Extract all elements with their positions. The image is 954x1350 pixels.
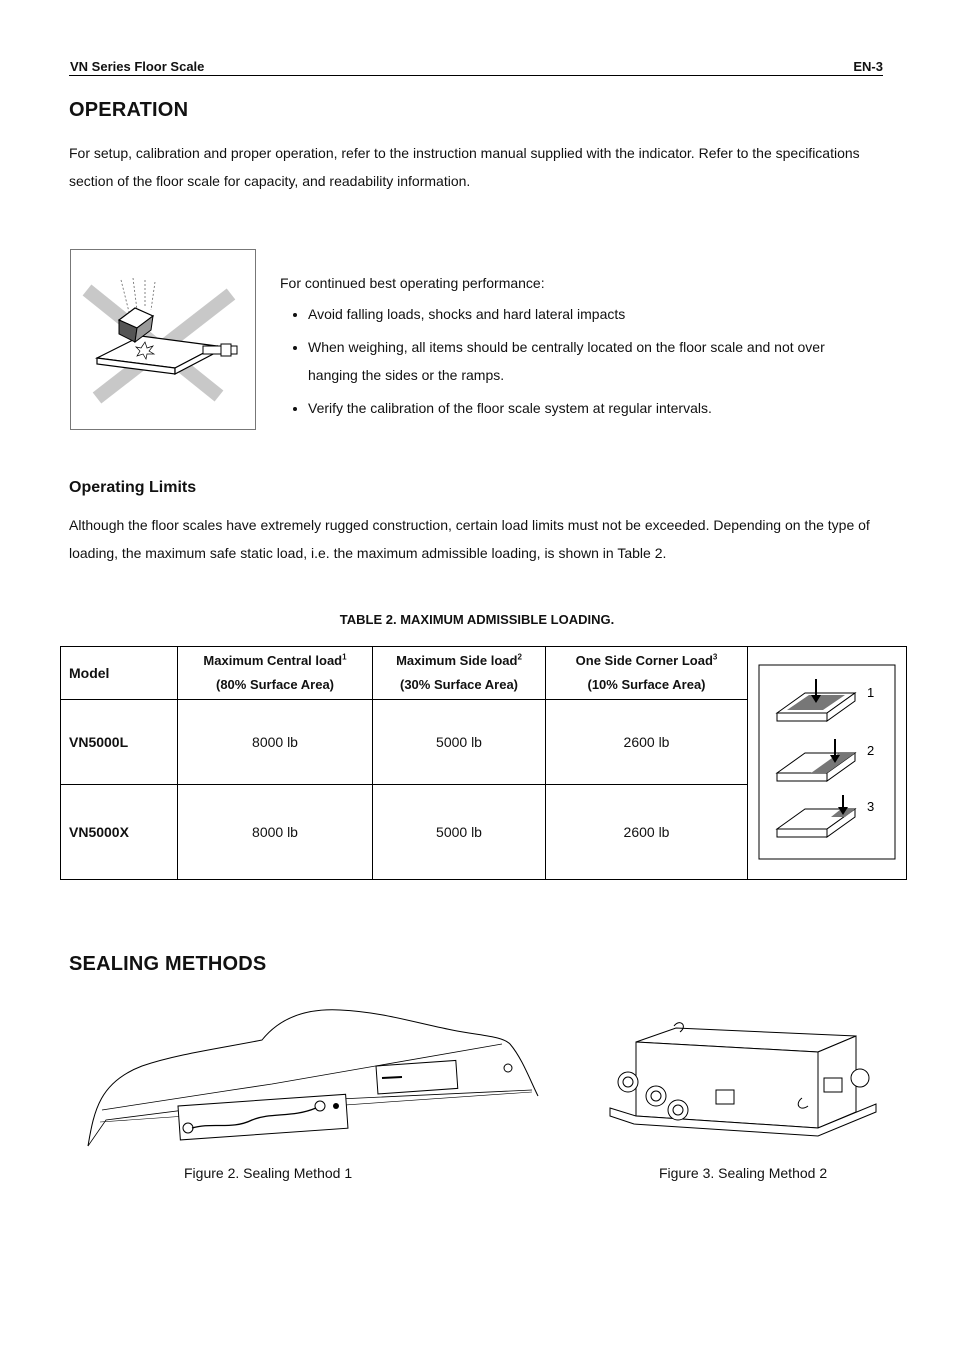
header-corner-label: One Side Corner Load xyxy=(575,653,713,668)
diagram-label-3: 3 xyxy=(867,798,875,814)
junction-box-seal-icon xyxy=(606,1020,881,1142)
diagram-label-1: 1 xyxy=(867,684,875,700)
no-impact-icon xyxy=(71,250,255,429)
row-model: VN5000X xyxy=(61,785,178,880)
footnote-mark: 3 xyxy=(712,652,718,662)
max-loading-table xyxy=(60,646,907,880)
figure-2-caption: Figure 2. Sealing Method 1 xyxy=(184,1165,353,1181)
header-central xyxy=(178,647,373,700)
header-side xyxy=(373,647,546,700)
running-header xyxy=(69,58,883,76)
scale-edge-seal-icon xyxy=(82,1000,542,1155)
performance-list xyxy=(280,300,880,422)
header-side-label: Maximum Side load xyxy=(396,653,518,668)
performance-intro: For continued best operating performance: xyxy=(280,275,545,291)
row-model: VN5000L xyxy=(61,700,178,785)
load-position-diagram xyxy=(753,657,901,867)
footnote-mark: 2 xyxy=(517,652,522,662)
limits-paragraph xyxy=(69,511,899,567)
header-corner xyxy=(546,647,748,700)
falling-load-illustration xyxy=(70,249,256,430)
operation-heading: OPERATION xyxy=(69,99,189,121)
performance-notes xyxy=(280,270,880,427)
footnote-mark: 1 xyxy=(342,652,347,662)
list-item: • Verify the calibration of the floor scale system at regular intervals. xyxy=(308,394,880,422)
header-model: Model xyxy=(61,647,178,700)
limits-line-2: loading, the maximum safe static load, i.e. the maximum admissible loading, is shown in Table 2. xyxy=(69,545,667,561)
table-header-row xyxy=(61,647,907,700)
limits-line-1: Although the floor scales have extremely rugged construction, certain load limits must not be exceeded. Depending on the type of xyxy=(69,517,870,533)
list-item: • When weighing, all items should be centrally located on the floor scale and not over hanging the sides or the ramps. xyxy=(308,333,868,389)
sealing-heading: SEALING METHODS xyxy=(69,953,267,975)
row-corner: 2600 lb xyxy=(546,785,748,880)
row-central: 8000 lb xyxy=(178,785,373,880)
operating-limits-heading: Operating Limits xyxy=(69,479,197,496)
row-side: 5000 lb xyxy=(373,700,546,785)
operation-line-2: section of the floor scale for capacity, and readability information. xyxy=(69,173,471,189)
sealing-method-2-figure xyxy=(606,1020,881,1142)
operation-line-1: For setup, calibration and proper operation, refer to the instruction manual supplied with the indicator. Refer to the specifications xyxy=(69,145,860,161)
header-central-area: (80% Surface Area) xyxy=(215,677,334,692)
row-side: 5000 lb xyxy=(373,785,546,880)
list-item: • Avoid falling loads, shocks and hard lateral impacts xyxy=(308,300,880,328)
figure-3-caption: Figure 3. Sealing Method 2 xyxy=(659,1165,828,1181)
row-corner: 2600 lb xyxy=(546,700,748,785)
sealing-method-1-figure xyxy=(82,1000,542,1155)
operation-paragraph xyxy=(69,139,899,195)
header-title: VN Series Floor Scale xyxy=(70,59,205,74)
load-position-diagram-cell xyxy=(748,647,907,880)
header-side-area: (30% Surface Area) xyxy=(399,677,518,692)
header-corner-area: (10% Surface Area) xyxy=(587,677,706,692)
table-caption: TABLE 2. MAXIMUM ADMISSIBLE LOADING. xyxy=(339,612,615,627)
row-central: 8000 lb xyxy=(178,700,373,785)
page-number: EN-3 xyxy=(853,59,883,74)
header-central-label: Maximum Central load xyxy=(203,653,343,668)
diagram-label-2: 2 xyxy=(867,742,875,758)
